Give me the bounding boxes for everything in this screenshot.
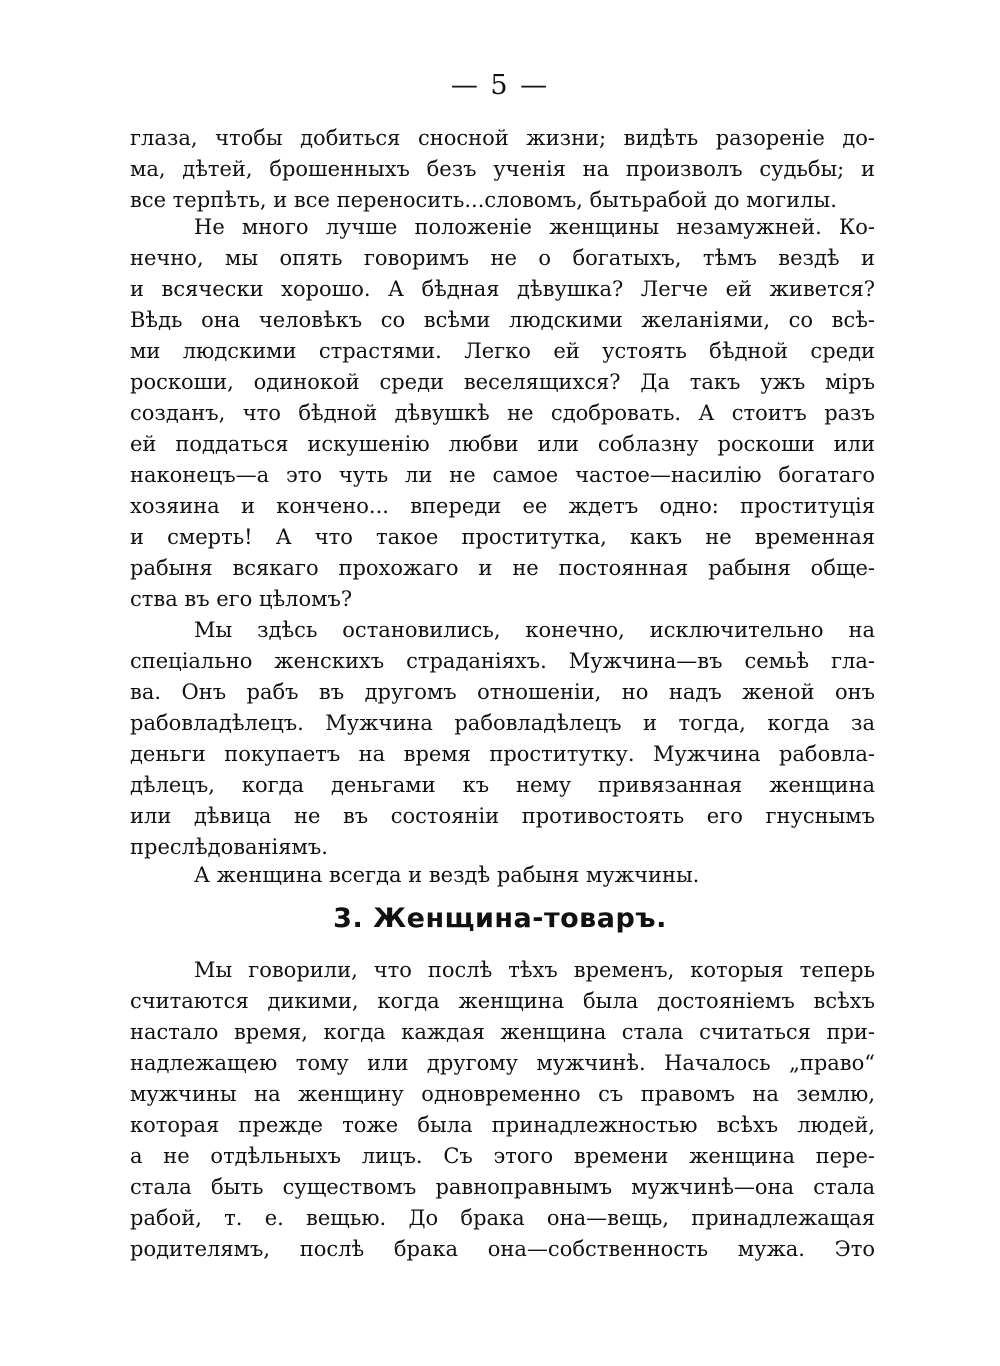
- text-line: Мы здѣсь остановились, конечно, исключительно на: [194, 618, 875, 642]
- text-line: все терпѣть, и все переносить...словомъ, бытьрабой до могилы.: [130, 188, 837, 212]
- text-line: мужчины на женщину одновременно съ правомъ на землю,: [130, 1082, 875, 1106]
- paragraph-man-slaveowner: [130, 615, 875, 863]
- text-line: дѣлецъ, когда деньгами къ нему привязанная женщина: [130, 773, 875, 797]
- text-line: ма, дѣтей, брошенныхъ безъ ученія на произволъ судьбы; и: [130, 157, 875, 181]
- text-line: и всячески хорошо. А бѣдная дѣвушка? Легче ей живется?: [130, 277, 875, 301]
- paragraph-continuation: [130, 123, 875, 216]
- text-line: преслѣдованіямъ.: [130, 835, 328, 859]
- text-line: ей поддаться искушенію любви или соблазну роскоши или: [130, 432, 875, 456]
- text-line: Не много лучше положеніе женщины незамужней. Ко-: [194, 215, 875, 239]
- text-line: рабой, т. е. вещью. До брака она—вещь, принадлежащая: [130, 1206, 875, 1230]
- text-line: и смерть! А что такое проститутка, какъ не временная: [130, 525, 875, 549]
- text-line: ми людскими страстями. Легко ей устоять бѣдной среди: [130, 339, 875, 363]
- paragraph-woman-commodity: [130, 955, 875, 1265]
- text-line: хозяина и кончено... впереди ее ждетъ одно: проституція: [130, 494, 875, 518]
- text-line: деньги покупаетъ на время проститутку. Мужчина рабовла-: [130, 742, 875, 766]
- text-line: родителямъ, послѣ брака она—собственность мужа. Это: [130, 1237, 875, 1261]
- text-line: наконецъ—а это чуть ли не самое частое—насилію богатаго: [130, 463, 875, 487]
- paragraph-conclusion: [130, 860, 875, 891]
- text-line: нечно, мы опять говоримъ не о богатыхъ, тѣмъ вездѣ и: [130, 246, 875, 270]
- text-line: настало время, когда каждая женщина стала считаться при-: [130, 1020, 875, 1044]
- text-line: глаза, чтобы добиться сносной жизни; видѣть разореніе до-: [130, 126, 875, 150]
- text-line: роскоши, одинокой среди веселящихся? Да такъ ужъ міръ: [130, 370, 875, 394]
- paragraph-unmarried-woman: [130, 212, 875, 615]
- text-line: или дѣвица не въ состояніи противостоять его гнуснымъ: [130, 804, 875, 828]
- text-line: созданъ, что бѣдной дѣвушкѣ не сдобровать. А стоитъ разъ: [130, 401, 875, 425]
- text-line: рабыня всякаго прохожаго и не постоянная рабыня обще-: [130, 556, 875, 580]
- text-line: надлежащею тому или другому мужчинѣ. Началось „право“: [130, 1051, 875, 1075]
- text-line: считаются дикими, когда женщина была достояніемъ всѣхъ: [130, 989, 875, 1013]
- text-line: Мы говорили, что послѣ тѣхъ временъ, которыя теперь: [194, 958, 875, 982]
- text-line: а не отдѣльныхъ лицъ. Съ этого времени женщина пере-: [130, 1144, 875, 1168]
- text-line: которая прежде тоже была принадлежностью всѣхъ людей,: [130, 1113, 875, 1137]
- text-line: А женщина всегда и вездѣ рабыня мужчины.: [194, 863, 700, 887]
- text-line: рабовладѣлецъ. Мужчина рабовладѣлецъ и тогда, когда за: [130, 711, 875, 735]
- text-line: спеціально женскихъ страданіяхъ. Мужчина—въ семьѣ гла-: [130, 649, 875, 673]
- page-number: — 5 —: [450, 70, 550, 101]
- section-title: 3. Женщина-товаръ.: [333, 903, 667, 934]
- text-line: ва. Онъ рабъ въ другомъ отношеніи, но надъ женой онъ: [130, 680, 875, 704]
- text-line: стала быть существомъ равноправнымъ мужчинѣ—она стала: [130, 1175, 875, 1199]
- text-line: Вѣдь она человѣкъ со всѣми людскими желаніями, со всѣ-: [130, 308, 875, 332]
- text-line: ства въ его цѣломъ?: [130, 587, 353, 611]
